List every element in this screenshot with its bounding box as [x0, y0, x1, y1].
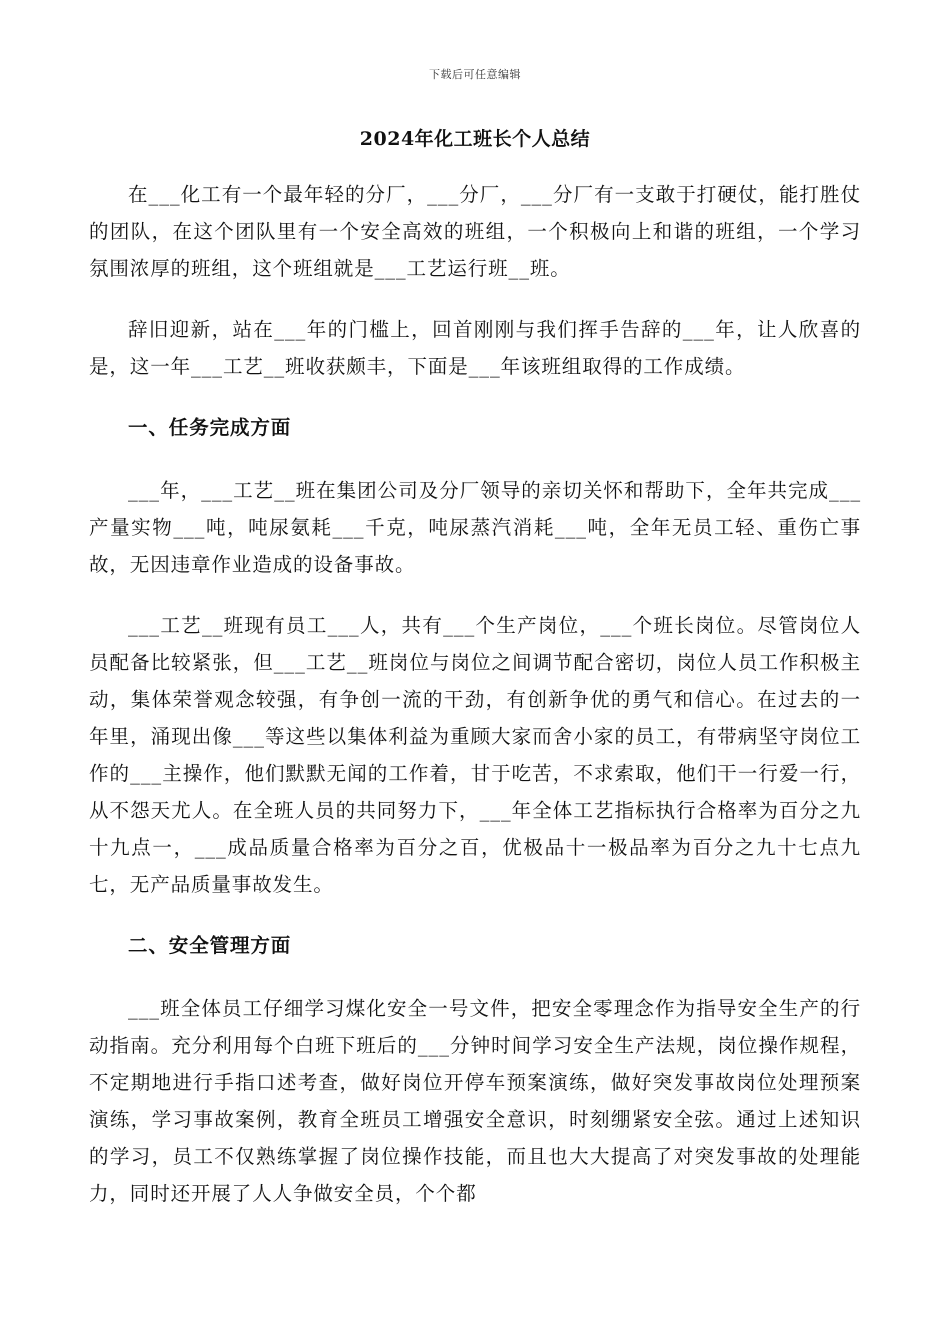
- intro-paragraph-1: 在___化工有一个最年轻的分厂，___分厂，___分厂有一支敢于打硬仗，能打胜仗的团队，在这个团队里有一个安全高效的班组，一个积极向上和谐的班组，一个学习氛围浓厚的班组，这个班组就是___工艺运行班__班。: [89, 183, 861, 280]
- header-note: 下载后可任意编辑: [429, 68, 521, 81]
- task-paragraph-1: ___年，___工艺__班在集团公司及分厂领导的亲切关怀和帮助下，全年共完成___产量实物___吨，吨尿氨耗___千克，吨尿蒸汽消耗___吨，全年无员工轻、重伤亡事故，无因违章作业造成的设备事故。: [89, 479, 861, 576]
- task-paragraph-2: ___工艺__班现有员工___人，共有___个生产岗位，___个班长岗位。尽管岗位人员配备比较紧张，但___工艺__班岗位与岗位之间调节配合密切，岗位人员工作积极主动，集体荣誉观念较强，有争创一流的干劲，有创新争优的勇气和信心。在过去的一年里，涌现出像___等这些以集体利益为重顾大家而舍小家的员工，有带病坚守岗位工作的___主操作，他们默默无闻的工作着，甘于吃苦，不求索取，他们干一行爱一行，从不怨天尤人。在全班人员的共同努力下，___年全体工艺指标执行合格率为百分之九十九点一，___成品质量合格率为百分之百，优极品十一极品率为百分之九十七点九七，无产品质量事故发生。: [89, 614, 861, 896]
- document-title: 2024年化工班长个人总结: [359, 128, 591, 150]
- safety-paragraph-1: ___班全体员工仔细学习煤化安全一号文件，把安全零理念作为指导安全生产的行动指南。充分利用每个白班下班后的___分钟时间学习安全生产法规，岗位操作规程，不定期地进行手指口述考查，做好岗位开停车预案演练，做好突发事故岗位处理预案演练，学习事故案例，教育全班员工增强安全意识，时刻绷紧安全弦。通过上述知识的学习，员工不仅熟练掌握了岗位操作技能，而且也大大提高了对突发事故的处理能力，同时还开展了人人争做安全员，个个都: [89, 997, 861, 1205]
- section-heading-safety-management: 二、安全管理方面: [128, 934, 292, 957]
- section-heading-task-completion: 一、任务完成方面: [128, 416, 292, 439]
- document-body: [89, 176, 861, 1236]
- intro-paragraph-2: 辞旧迎新，站在___年的门槛上，回首刚刚与我们挥手告辞的___年，让人欣喜的是，这一年___工艺__班收获颇丰，下面是___年该班组取得的工作成绩。: [89, 318, 861, 378]
